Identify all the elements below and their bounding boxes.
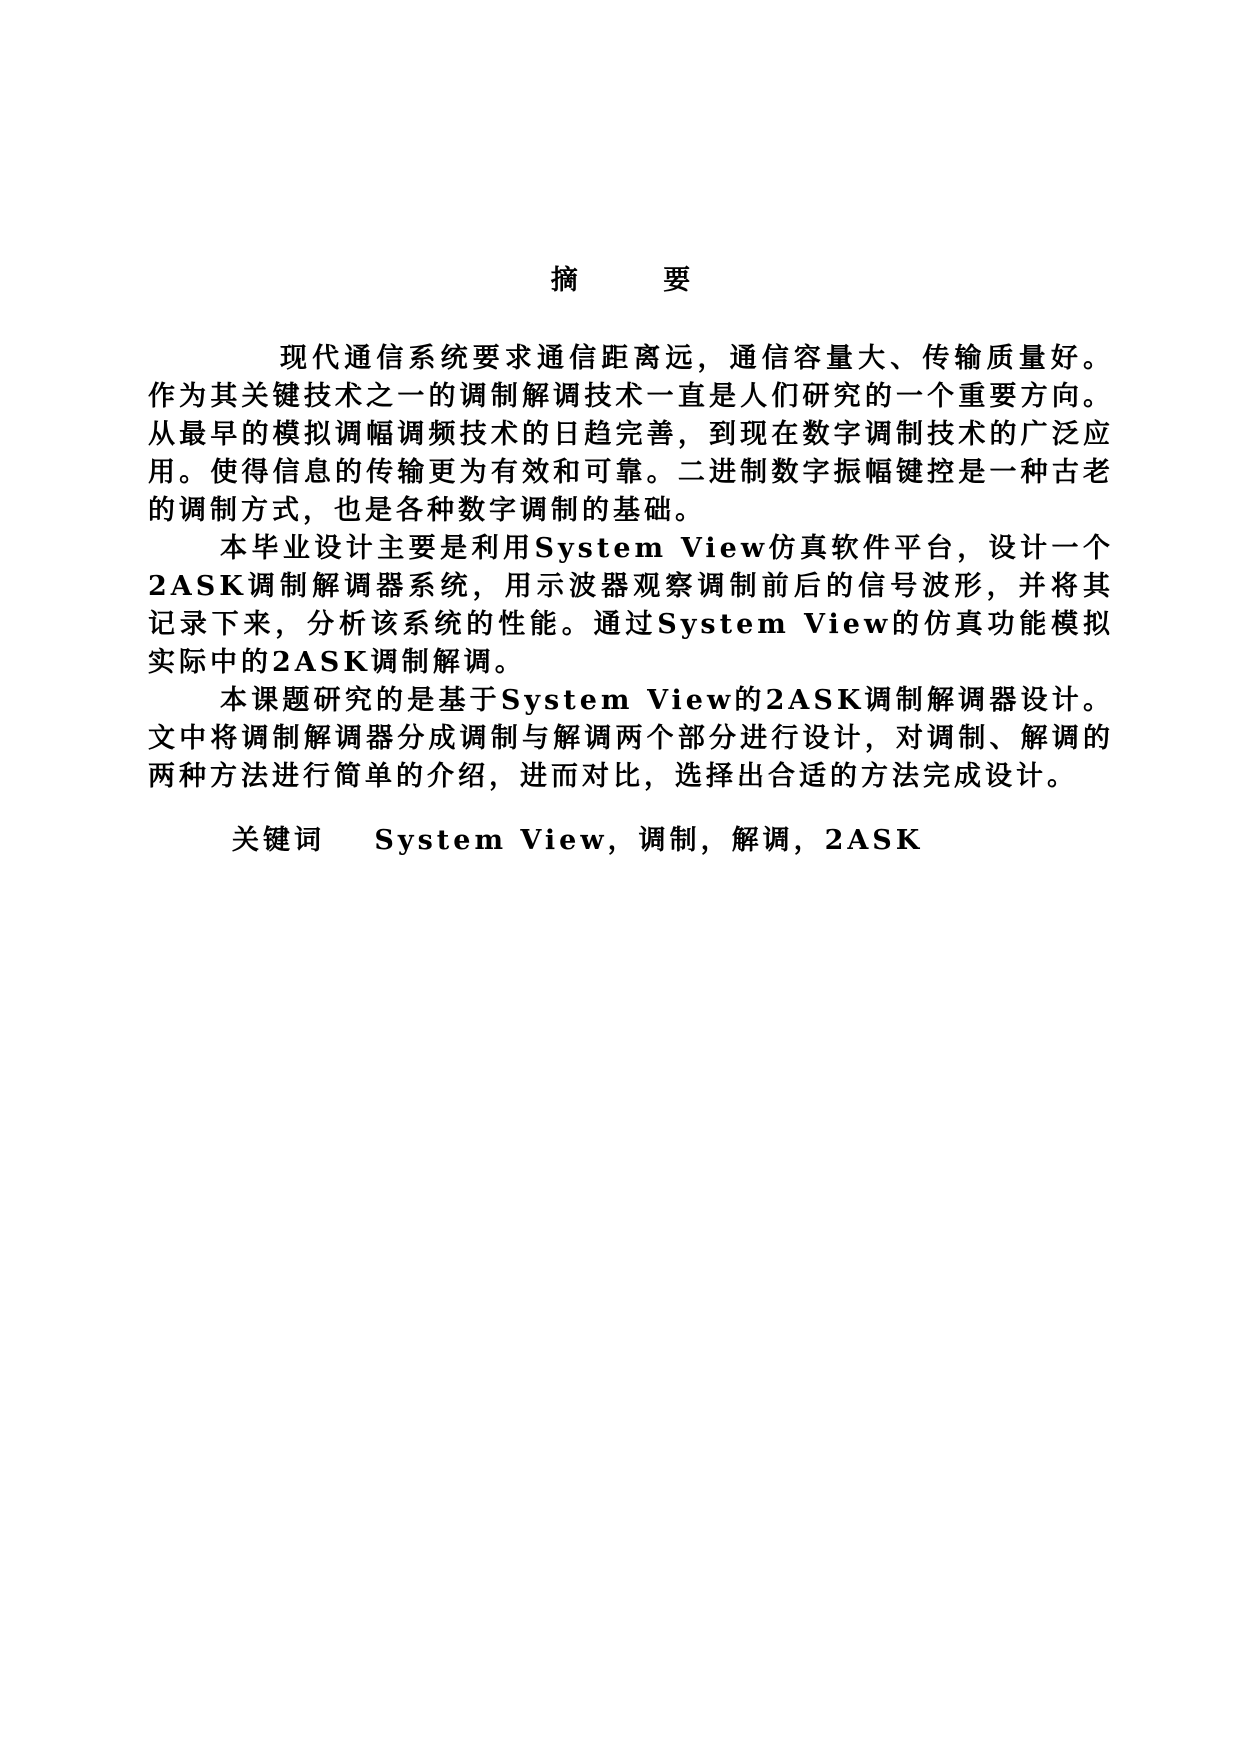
keywords-line (232, 818, 1112, 857)
abstract-paragraph: 现代通信系统要求通信距离远，通信容量大、传输质量好。作为其关键技术之一的调制解调技术一直是人们研究的一个重要方向。从最早的模拟调幅调频技术的日趋完善，到现在数字调制技术的广泛应用。使得信息的传输更为有效和可靠。二进制数字振幅键控是一种古老的调制方式，也是各种数字调制的基础。 (148, 343, 1114, 526)
abstract-body (148, 340, 1114, 796)
keywords-label: 关键词 (232, 825, 325, 856)
abstract-paragraph: 本毕业设计主要是利用System View仿真软件平台，设计一个2ASK调制解调器系统，用示波器观察调制前后的信号波形，并将其记录下来，分析该系统的性能。通过System View的仿真功能模拟实际中的2ASK调制解调。 (148, 533, 1114, 678)
keywords-value: System View，调制，解调，2ASK (374, 825, 924, 856)
abstract-paragraph: 本课题研究的是基于System View的2ASK调制解调器设计。文中将调制解调器分成调制与解调两个部分进行设计，对调制、解调的两种方法进行简单的介绍，进而对比，选择出合适的方法完成设计。 (148, 685, 1114, 792)
page-title: 摘 要 (550, 265, 729, 296)
